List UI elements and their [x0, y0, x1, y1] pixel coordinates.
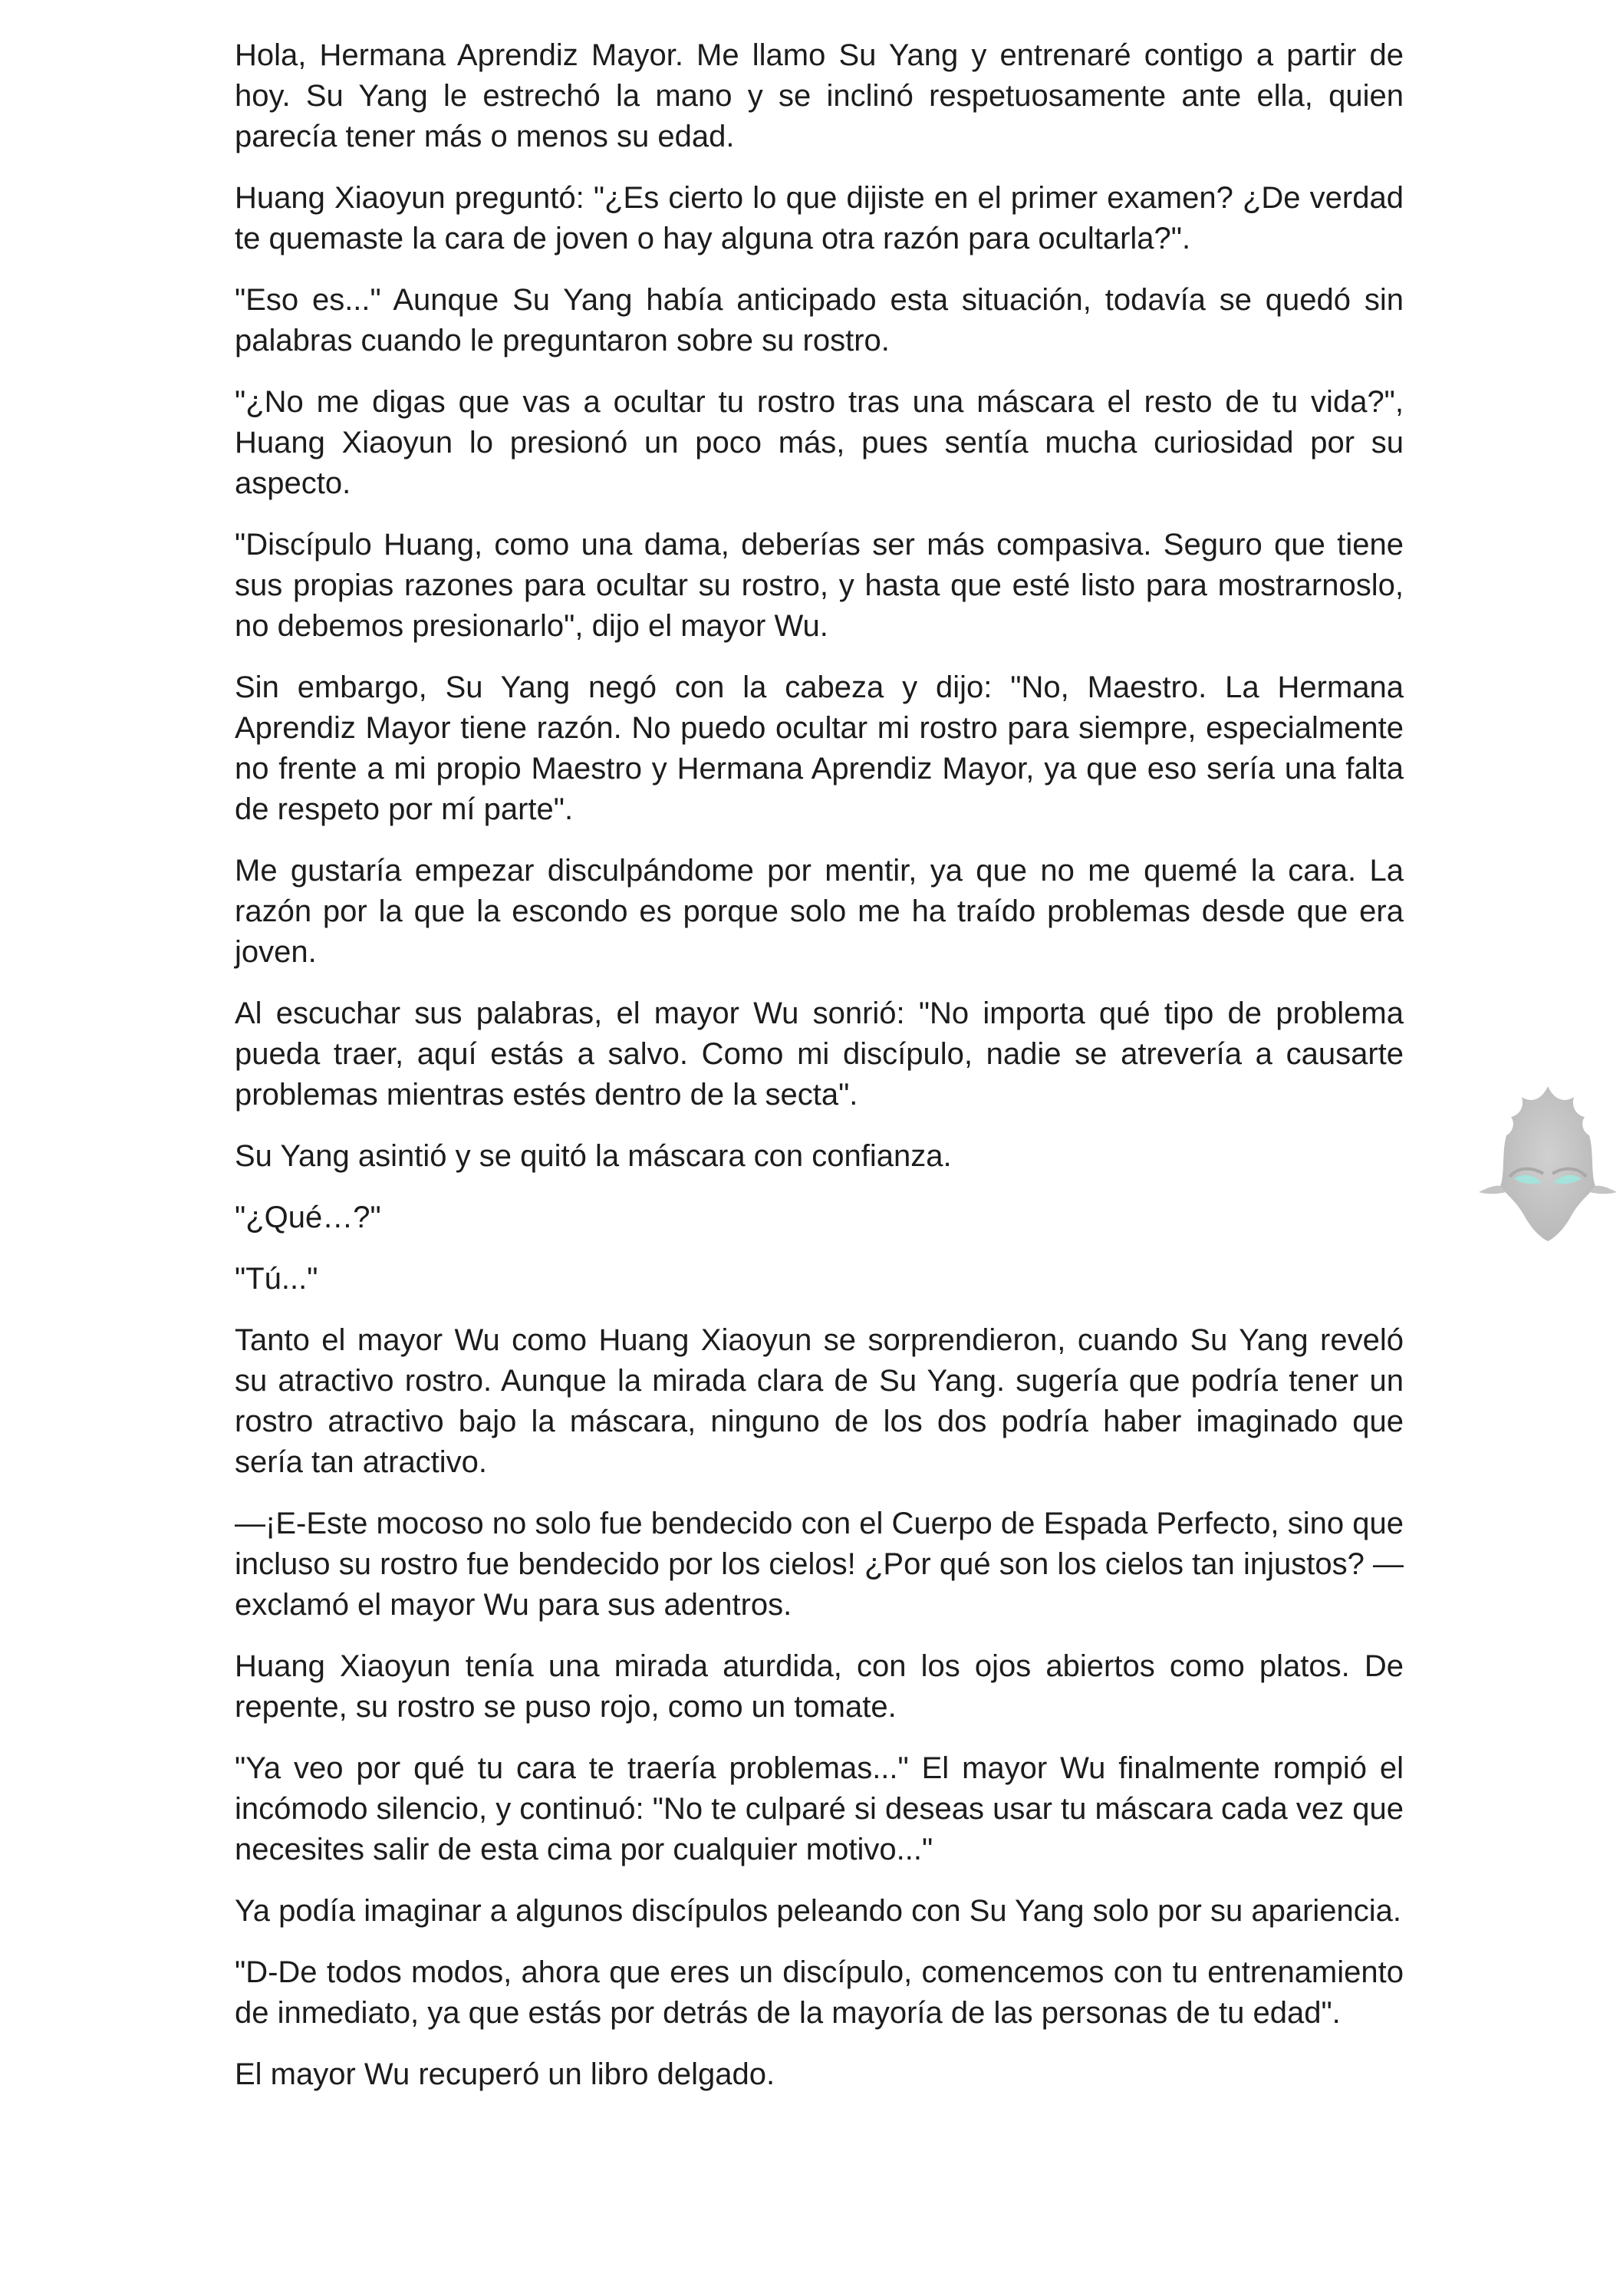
- paragraph: Huang Xiaoyun preguntó: "¿Es cierto lo que dijiste en el primer examen? ¿De verdad te quemaste la cara de joven o hay alguna otra razón para ocultarla?".: [235, 181, 1404, 255]
- paragraph: "Tú...": [235, 1262, 318, 1296]
- paragraph: El mayor Wu recuperó un libro delgado.: [235, 2057, 775, 2091]
- paragraph: Hola, Hermana Aprendiz Mayor. Me llamo Su Yang y entrenaré contigo a partir de hoy. Su Yang le estrechó la mano y se inclinó respetuosamente ante ella, quien parecía tener más o menos su edad.: [235, 38, 1404, 153]
- paragraph: Sin embargo, Su Yang negó con la cabeza y dijo: "No, Maestro. La Hermana Aprendiz Mayor tiene razón. No puedo ocultar mi rostro para siempre, especialmente no frente a mi propio Maestro y Hermana Aprendiz Mayor, ya que eso sería una falta de respeto por mí parte".: [235, 670, 1404, 826]
- paragraph: Tanto el mayor Wu como Huang Xiaoyun se sorprendieron, cuando Su Yang reveló su atractivo rostro. Aunque la mirada clara de Su Yang. sugería que podría tener un rostro atractivo bajo la máscara, ninguno de los dos podría haber imaginado que sería tan atractivo.: [235, 1323, 1404, 1479]
- paragraph: "Discípulo Huang, como una dama, deberías ser más compasiva. Seguro que tiene sus propias razones para ocultar su rostro, y hasta que esté listo para mostrarnoslo, no debemos presionarlo", dijo el mayor Wu.: [235, 528, 1404, 643]
- paragraph: "Eso es..." Aunque Su Yang había anticipado esta situación, todavía se quedó sin palabras cuando le preguntaron sobre su rostro.: [235, 283, 1404, 357]
- paragraph: Su Yang asintió y se quitó la máscara con confianza.: [235, 1139, 952, 1173]
- paragraph: Me gustaría empezar disculpándome por mentir, ya que no me quemé la cara. La razón por la que la escondo es porque solo me ha traído problemas desde que era joven.: [235, 854, 1404, 969]
- paragraph: Ya podía imaginar a algunos discípulos peleando con Su Yang solo por su apariencia.: [235, 1894, 1402, 1928]
- document-body: [235, 35, 1404, 2116]
- paragraph: Al escuchar sus palabras, el mayor Wu sonrió: "No importa qué tipo de problema pueda traer, aquí estás a salvo. Como mi discípulo, nadie se atrevería a causarte problemas mientras estés dentro de la secta".: [235, 996, 1404, 1112]
- demon-head-shape: [1500, 1086, 1595, 1241]
- paragraph: "¿Qué…?": [235, 1201, 381, 1234]
- paragraph: "D-De todos modos, ahora que eres un discípulo, comencemos con tu entrenamiento de inmediato, ya que estás por detrás de la mayoría de las personas de tu edad".: [235, 1955, 1404, 2030]
- paragraph: "¿No me digas que vas a ocultar tu rostro tras una máscara el resto de tu vida?", Huang Xiaoyun lo presionó un poco más, pues sentía mucha curiosidad por su aspecto.: [235, 385, 1404, 500]
- paragraph: "Ya veo por qué tu cara te traería problemas..." El mayor Wu finalmente rompió el incómodo silencio, y continuó: "No te culparé si deseas usar tu máscara cada vez que necesites salir de esta cima por cualquier motivo...": [235, 1751, 1404, 1866]
- paragraph: Huang Xiaoyun tenía una mirada aturdida, con los ojos abiertos como platos. De repente, su rostro se puso rojo, como un tomate.: [235, 1649, 1404, 1724]
- paragraph: —¡E-Este mocoso no solo fue bendecido con el Cuerpo de Espada Perfecto, sino que incluso su rostro fue bendecido por los cielos! ¿Por qué son los cielos tan injustos? —exclamó el mayor Wu para sus adentros.: [235, 1507, 1404, 1622]
- demon-head-icon: [1471, 1077, 1623, 1247]
